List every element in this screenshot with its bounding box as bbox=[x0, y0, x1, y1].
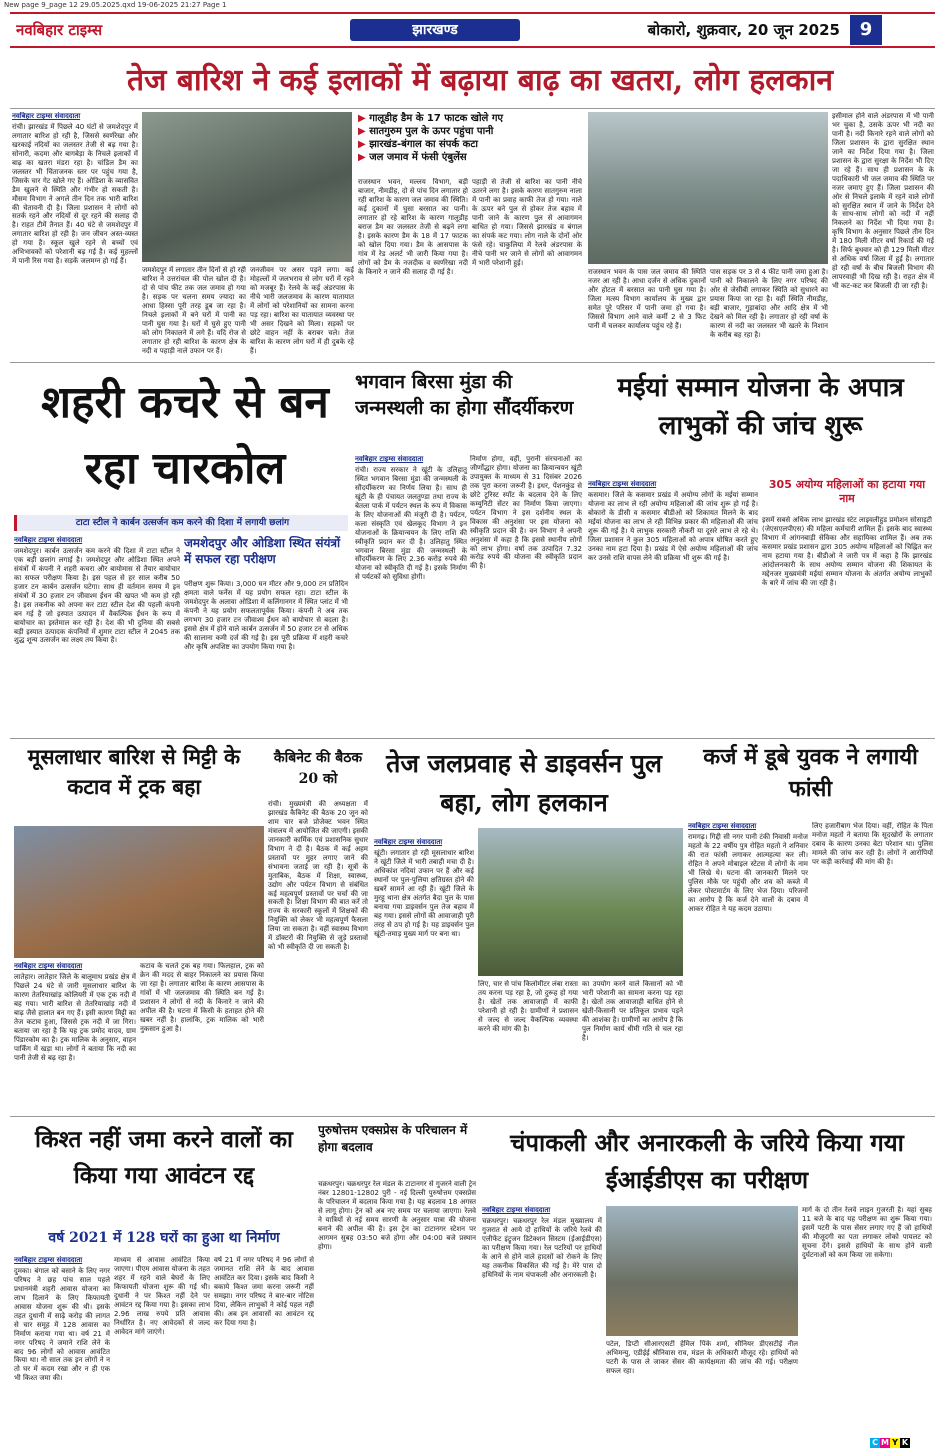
section-label: झारखण्ड bbox=[350, 19, 520, 41]
birsa-column-2 bbox=[470, 455, 582, 735]
elephant-photo bbox=[606, 1206, 798, 1336]
debt-body-2: लिए हजारीबाग भेज दिया। वहीं, रोहित के पिता मनोज महतो ने बताया कि सूदखोरों के लगातार दबाव के कारण उनका बेटा परेशान था। पुलिस मामले की जांच कर रही है। लोगों ने आरोपियों पर कड़ी कार्रवाई की मांग की है। bbox=[812, 822, 933, 866]
diversion-body-1: खूंटी। लगातार हो रही मूसलाधार बारिश ने खूंटी जिले में भारी तबाही मचा दी है। अधिकांश नदियां उफान पर हैं और कई स्थानों पर पुल-पुलिया क्षतिग्रस्त होने की खबरें सामने आ रही हैं। खूंटी जिले के मुरहू थाना क्षेत्र अंतर्गत बैदा पुल के पास बनाया गया डाइवर्सन पुल तेज बहाव में बह गया। इससे लोगों की आवाजाही पूरी तरह से ठप हो गई है। यह डाइवर्सन पुल खूंटी-तमाड़ मुख्य मार्ग पर बना था। bbox=[374, 848, 474, 938]
brand-name: नवबिहार टाइम्स bbox=[16, 21, 103, 39]
debt-column-2 bbox=[812, 822, 933, 1112]
diversion-headline: तेज जलप्रवाह से डाइवर्सन पुल बहा, लोग हलकान bbox=[386, 749, 662, 817]
diversion-column-1 bbox=[374, 838, 474, 1112]
charcoal-deck: टाटा स्टील ने कार्बन उत्सर्जन कम करने की दिशा में लगायी छलांग bbox=[14, 515, 348, 531]
truck-byline: नवबिहार टाइम्स संवाददाता bbox=[14, 962, 83, 970]
lead-column-8 bbox=[832, 112, 934, 358]
truck-column-2 bbox=[140, 962, 264, 1112]
diversion-column-2 bbox=[478, 980, 578, 1112]
bridge-photo bbox=[478, 828, 683, 976]
eids-body-2: पटेल, डिप्टी सीआरएसटी हेमिल पिंके शर्मा, सीनियर डीएसटीई नील अभिमन्यु, एडीईई श्रीनिवास राव, मंडल के अधिकारी मौजूद रहे। हाथियों को पटरी के पास ले जाकर सेंसर की कार्यक्षमता की जांच की गई। परीक्षण सफल रहा। bbox=[606, 1340, 798, 1375]
truck-body-1: लातेहार। लातेहार जिले के बालूमाथ प्रखंड क्षेत्र में पिछले 24 घंटे से जारी मूसलाधार बारिश के कारण तेतरियाखांड़ कोलियरी में एक ट्रक नदी में बह गया। भारी बारिश से तेतरियाखांड़ नदी में बाढ़ जैसे हालात बन गए हैं। इसी कारण मिट्टी का तेज कटाव हुआ, जिससे ट्रक नदी में जा गिरा। बताया जा रहा है कि यह ट्रक प्रमोद यादव, ग्राम पिंडारकोम का है। ट्रक मालिक के अनुसार, वाहन पार्किंग में खड़ा था। लोगों ने बताया कि नदी का पानी तेजी से बढ़ रहा है। bbox=[14, 972, 136, 1062]
lead-byline: नवबिहार टाइम्स संवाददाता bbox=[12, 112, 81, 120]
charcoal-column-2 bbox=[184, 580, 348, 734]
lead-column-3 bbox=[250, 266, 354, 358]
reg-mark-c: C bbox=[870, 1438, 880, 1448]
lead-column-5 bbox=[472, 178, 582, 358]
charcoal-column-1 bbox=[14, 536, 180, 734]
lead-body-8: इसीमाल होने वाले अंडरपास में भी पानी भर चुका है, उसके ऊपर भी नदी का पानी है। नदी किनारे रहने वाले लोगों को जिला प्रशासन के द्वारा सुरक्षित स्थान जाने का निर्देश दिया गया है। जिला प्रशासन के द्वारा सुरक्षा के निर्देश भी दिए जा रहे हैं। साथ ही प्रशासन के के पदाधिकारी भी जल जमाव की स्थिति पर नजर जमाए हुए हैं। जिला प्रशासन की ओर से निचले इलाके में रहने वाले लोगों को सुरक्षित स्थान में जाने के निर्देश देने के साथ-साथ लोगों को नदी में नहीं निकलने का निर्देश भी दिया गया है। कृषि विभाग के अनुसार पिछले तीन दिन में 180 मिली मीटर वर्षा रिकार्ड की गई है। सिर्फ बुधवार को ही 129 मिली मीटर से अधिक वर्षा जिला में हुई है। लगातार हो रही वर्षा के बीच बिजली विभाग की लापरवाही भी दिख रही है। राहत क्षेत्र में भी कट-कट कर बिजली दी जा रही है। bbox=[832, 112, 934, 291]
eids-column-2 bbox=[606, 1340, 798, 1436]
cabinet-headline: कैबिनेट की बैठक 20 को bbox=[273, 750, 363, 787]
eids-headline: चंपाकली और अनारकली के जरिये किया गया ईआईडीएस का परीक्षण bbox=[510, 1128, 904, 1195]
charcoal-body-2: परीक्षण शुरू किया। 3,000 घन मीटर और 9,000 टन प्रतिदिन क्षमता वाले फर्नेस में यह प्रयोग सफल रहा। टाटा स्टील के जमशेदपुर के अलावा ओडिशा में कलिंगानगर में स्थित प्लांट में भी कंपनी ने यह प्रयोग सफलतापूर्वक किया। कंपनी ने अब तक लगभग 30 हजार टन जीवाश्म ईंधन को बायोचार से बदला है। इससे क्षेत्र में होने वाले कार्बन उत्सर्जन में 50 हजार टन से अधिक की सालाना कमी दर्ज की गई है। इस पूरी प्रक्रिया में शहरी कचरे और कृषि अपशिष्ट का उपयोग किया गया है। bbox=[184, 580, 348, 651]
page-number: 9 bbox=[850, 15, 882, 45]
purushottam-headline: पुरुषोत्तम एक्सप्रेस के परिचालन में होगा बदलाव bbox=[318, 1123, 468, 1154]
eids-byline: नवबिहार टाइम्स संवाददाता bbox=[482, 1206, 551, 1214]
truck-photo bbox=[14, 826, 264, 958]
charcoal-subhead: जमशेदपुर और ओडिशा स्थित संयंत्रों में सफल रहा परीक्षण bbox=[184, 536, 341, 566]
housing-body-2: माध्यम से आवास आवंटित किया जाएगा। पीएम आवास योजना के तहत शहर में रहने वाले बेघरों के लिए किफायती योजना शुरू की गई थी। दुधानी ने पर किश्त नहीं देने पर आवंटन रद्द किया गया है। इसका लाभ 2.96 लाख रुपये प्रति आवास निर्धारित है। नए आवेदकों से जल्द आवेदन मांगे जाएंगे। bbox=[114, 1256, 210, 1336]
truck-body-2: कटाव के चलते ट्रक बह गया। फिलहाल, ट्रक को क्रेन की मदद से बाहर निकालने का प्रयास किया जा रहा है। लगातार बारिश के कारण आसपास के गांवों में भी जलजमाव की स्थिति बन गई है। प्रशासन ने लोगों से नदी के किनारे न जाने की अपील की है। घटना में किसी के हताहत होने की खबर नहीं है। हालांकि, ट्रक मालिक को भारी नुकसान हुआ है। bbox=[140, 962, 264, 1033]
lead-column-7 bbox=[710, 268, 828, 358]
cabinet-body-1: रांची। मुख्यमंत्री की अध्यक्षता में झारखंड कैबिनेट की बैठक 20 जून को शाम चार बजे प्रोजेक्ट भवन स्थित मंत्रालय में आयोजित की जाएगी। इसकी जानकारी कार्मिक एवं प्रशासनिक सुधार विभाग ने दी है। बैठक में कई अहम प्रस्तावों पर मुहर लगाए जाने की संभावना जताई जा रही है। सूत्रों के मुताबिक, बैठक में शिक्षा, स्वास्थ्य, उद्योग और पर्यटन विभाग से संबंधित कई महत्वपूर्ण प्रस्तावों पर चर्चा की जा सकती है। शिक्षा विभाग की बात करें तो राज्य के सरकारी स्कूलों में शिक्षकों की नियुक्ति को लेकर भी महत्वपूर्ण फैसला लिया जा सकता है। वहीं स्वास्थ्य विभाग में डॉक्टरों की नियुक्ति से जुड़े प्रस्तावों को भी स्वीकृति दी जा सकती है। bbox=[268, 800, 368, 952]
maiyan-tag: 305 अयोग्य महिलाओं का हटाया गया नाम bbox=[768, 478, 926, 506]
charcoal-byline: नवबिहार टाइम्स संवाददाता bbox=[14, 536, 83, 544]
reg-mark-y: Y bbox=[890, 1438, 900, 1448]
subhead-galudih: गालूडीह डैम के 17 फाटक खोले गए bbox=[369, 113, 503, 124]
lead-body-2: जमशेदपुर में लगातार तीन दिनों से हो रही बारिश ने उत्तरांचल की पोल खोल दी है। दो से पांच फीट तक जल जमाव हो गया है। सड़क पर चलना समय ज्यादा का आधा हिस्सा पूरी तरह डूब जा रहा है। निचले इलाकों में बने घरों में पानी का पानी घुस गया है। घरों में घुसे हुए पानी को लोग निकालने में लगे हैं। यदि रोज से लगातार हो रही बारिश के कारण क्षेत्र के नदी व पहाड़ी नाले उफान पर हैं। bbox=[142, 266, 246, 355]
housing-byline: नवबिहार टाइम्स संवाददाता bbox=[14, 1256, 83, 1264]
dateline: बोकारो, शुक्रवार, 20 जून 2025 bbox=[647, 21, 840, 39]
housing-column-3 bbox=[214, 1256, 314, 1436]
lead-body-7: पास सड़क पर 3 से 4 फीट पानी जमा हुआ है। पानी को निकालने के लिए नगर परिषद की ओर से जेसीबी लगाकर स्थिति को सुधारने का प्रयास किया जा रहा है। वहीं स्थिति नीमडीह, बड़ी बाजार, गुड़ाबांदा और आदि क्षेत्र में भी देखने को मिल रही है। लगातार हो रही वर्षा के कारण से नदी का जलस्तर भी खतरे के निशान के करीब बह रहा है। bbox=[710, 268, 828, 339]
birsa-body-1: रांची। राज्य सरकार ने खूंटी के उलिहातु स्थित भगवान बिरसा मुंडा की जन्मस्थली के सौंदर्यीकरण का निर्णय लिया है। साथ ही खूंटी के ही पंचायत जलतुण्डा तथा राज्य के बेतला पार्क में पर्यटन स्थल के रूप में विकास के लिए योजनाओं की मंजूरी दी है। पर्यटन, कला संस्कृति एवं खेलकूद विभाग ने इन योजनाओं के क्रियान्वयन के लिए राशि की स्वीकृति प्रदान कर दी है। उलिहातु स्थित भगवान बिरसा मुंडा की जन्मस्थली के सौंदर्यीकरण के लिए 2.36 करोड़ रुपये की योजना को स्वीकृति दी गई है। इसके निर्माण से पर्यटकों को सुविधा होगी। bbox=[355, 465, 467, 582]
housing-subhead: वर्ष 2021 में 128 घरों का हुआ था निर्माण bbox=[48, 1230, 280, 1246]
debt-column-1 bbox=[688, 822, 808, 1112]
diversion-column-3 bbox=[582, 980, 683, 1112]
diversion-byline: नवबिहार टाइम्स संवाददाता bbox=[374, 838, 443, 846]
lead-body-5: पहाड़ी से तेजी से बारिश का पानी नीचे उतरने लगा है। इसके कारण सातगुरुम नाला में पानी का प्रवाह काफी तेज हो गया। नाले के ऊपर बने पुल से होकर तेज बहाव में पानी जाने के कारण पुल से आवागमन बाधित हो गया। जिससे झारखंड व बंगाल का संपर्क कट गया। लोग नाले के दोनों ओर फंसे रहे। चाकुलिया में रेलवे अंडरपास के नीचे पानी भर जाने से लोगों को आवागमन में भारी परेशानी हुई। bbox=[472, 178, 582, 267]
subhead-satgurum: सातगुरुम पुल के ऊपर पहुंचा पानी bbox=[369, 126, 494, 137]
lead-subheads: ▶ गालूडीह डैम के 17 फाटक खोले गए ▶ सातगुरुम पुल के ऊपर पहुंचा पानी ▶ झारखंड-बंगाल का संपर्क कटा ▶ जल जमाव में फंसी एंबुलेंस bbox=[358, 113, 503, 163]
lead-body-1: रांची। झारखंड में पिछले 40 घंटों से जमशेदपुर में लगातार बारिश हो रही है, जिससे स्वर्णरेखा और खरकाई नदियों का जलस्तर तेजी से बढ़ गया है। सोनारी, कदमा और बागबेड़ा के निचले इलाकों में बाढ़ का खतरा मंडरा रहा है। चांडिल डैम का जलस्तर भी चिंताजनक स्तर पर पहुंच गया है, जिसके चार गेट खोले गए हैं। ओडिशा के व्यासवित डैम खुलने से स्थिति और गंभीर हो सकती है। मौसम विभाग ने अगले तीन दिन तक भारी बारिश की चेतावनी दी है। जिला प्रशासन ने लोगों को सतर्क रहने और नदियों से दूर रहने की सलाह दी है। राहत टीमें तैनात हैं। 40 घंटे से जमशेदपुर में लगातार बारिश हो रही है। जन जीवन अस्त-व्यस्त हो गया है। स्कूल खुले रहने से बच्चों एवं अभिभावकों को परेशानी बढ़ गई है। कई मुहल्लों में पानी रिस गया है। सड़कें जलमग्न हो गई हैं। bbox=[12, 122, 138, 266]
diversion-body-3: का उपयोग करने वाले किसानों को भी भारी परेशानी का सामना करना पड़ रहा है। खेतों तक आवाजाही बाधित होने से खेती-किसानी पर प्रतिकूल प्रभाव पड़ने की आशंका है। ग्रामीणों का आरोप है कि पुल निर्माण कार्य धीमी गति से चल रहा है। bbox=[582, 980, 683, 1042]
eids-column-3 bbox=[802, 1206, 932, 1436]
subhead-jharkhand-bengal: झारखंड-बंगाल का संपर्क कटा bbox=[369, 139, 478, 150]
housing-column-2 bbox=[114, 1256, 210, 1436]
debt-byline: नवबिहार टाइम्स संवाददाता bbox=[688, 822, 757, 830]
truck-column-1 bbox=[14, 962, 136, 1112]
lead-column-2 bbox=[142, 266, 246, 358]
debt-body-1: रामगढ़। गिद्दी सी नगर पानी टंकी निवासी मनोज महतो के 22 वर्षीय पुत्र रोहित महतो ने शनिवार की रात फांसी लगाकर आत्महत्या कर ली। रोहित ने अपने मोबाइल स्टेटस में लोगों के नाम भी लिखे थे। घटना की जानकारी मिलने पर पुलिस मौके पर पहुंची और शव को कब्जे में लेकर पोस्टमार्टम के लिए भेज दिया। परिजनों का आरोप है कि कर्ज देने वालों के दबाव में आकर रोहित ने यह कदम उठाया। bbox=[688, 832, 808, 913]
housing-column-1 bbox=[14, 1256, 110, 1436]
birsa-byline: नवबिहार टाइम्स संवाददाता bbox=[355, 455, 424, 463]
reg-mark-m: M bbox=[881, 1438, 889, 1447]
lead-body-4: राजस्थान भवन, मल्लय विभाग, बड़ी बाजार, नीमडीह, दो से पांच दिन लगातार हो रही बारिश के कारण जल जमाव की स्थिति। कई दुकानों में घुसा बरसात का पानी। लगातार हो रहे बारिश के कारण गालूडीह बराज डैम का जलस्तर तेजी से बढ़ने लगा है। इसके कारण डैम के 18 में 17 फाटक को खोल दिया गया। डैम के आसपास के गांव में रेड अलर्ट भी जारी किया गया है। लोगों को डैम के नजदीक व स्वर्णरेखा नदी के किनारे न जाने की सलाह दी गई है। bbox=[358, 178, 468, 276]
maiyan-body-2: इसमें सबसे अधिक लाभ झारखंड स्टेट लाइवलीहुड प्रमोशन सोसाइटी (जेएसएलपीएस) की महिला कर्मचारी शामिल हैं। इसके बाद स्वास्थ्य विभाग में आंगनबाड़ी सेविका और सहायिका शामिल हैं। अब तक कसमार प्रखंड प्रशासन द्वारा 305 अयोग्य महिलाओं को चिह्नित कर नाम हटाया गया है। बीडीओ ने जारी पत्र में कहा है कि झारखंड आंदोलनकारी के साथ अयोग्य सम्मान योजना की शिकायत के मद्देनजर मुख्यमंत्री मईयां सम्मान योजना के अंतर्गत अयोग्य लाभुकों के बारे में जांच की जा रही है। bbox=[762, 516, 932, 587]
lead-body-6: राजस्थान भवन के पास जल जमाव की स्थिति नजर आ रही है। आधा दर्जन से अधिक दुकानों और होटल में बरसात का पानी घुस गया है। जिला मत्स्य विभाग कार्यालय के मुख्य द्वार समेत पूरे परिसर में पानी जमा हो गया है। जिससे विभाग आने वाले कर्मी 2 से 3 फिट पानी में चलकर कार्यालय पहुंच रहे हैं। bbox=[588, 268, 706, 330]
housing-headline: किश्त नहीं जमा करने वालों का किया गया आवंटन रद्द bbox=[34, 1126, 293, 1189]
eids-column-1 bbox=[482, 1206, 602, 1436]
flood-photo bbox=[142, 112, 352, 262]
birsa-body-2: निर्माण होगा, वहीं, पुरानी संरचनाओं का जीर्णोद्धार होगा। योजना का क्रियान्वयन खूंटी उपायुक्त के माध्यम से 31 दिसंबर 2026 तक पूरा करना जरूरी है। इधर, पेंशनकुंड से छोटे टूरिस्ट स्पॉट के बदलाव देने के लिए कम्युनिटी सेंटर का निर्माण किया जाएगा। पर्यटन विभाग ने इस दर्शनीय स्थल के विकास की अनुशंसा पर इस योजना को स्वीकृति प्रदान की है। वन विभाग ने अपनी अनुशंसा में कहा है कि इससे स्थानीय लोगों को लाभ होगा। वर्षा तक उत्पादित 7.32 करोड़ रुपये की योजना की स्वीकृति प्रदान की है। bbox=[470, 455, 582, 571]
birsa-column-1 bbox=[355, 455, 467, 735]
eids-body-3: मार्ग के दो तीन रेलवे लाइन गुजरती है। यहां सुबह 11 बजे के बाद यह परीक्षण का शुरू किया गया। इसमें पटरी के पास सेंसर लगाए गए हैं जो हाथियों की मौजूदगी का पता लगाकर लोको पायलट को सूचना देंगे। इससे हाथियों के साथ होने वाली दुर्घटनाओं को कम किया जा सकेगा। bbox=[802, 1206, 932, 1259]
lead-column-1 bbox=[12, 112, 138, 357]
maiyan-headline: मईयां सम्मान योजना के अपात्र लाभुकों की जांच शुरू bbox=[617, 373, 904, 441]
birsa-headline: भगवान बिरसा मुंडा की जन्मस्थली का होगा सौंदर्यीकरण bbox=[355, 371, 574, 419]
purushottam-body-1: चक्रधरपुर। चक्रधरपुर रेल मंडल के टाटानगर से गुजरने वाली ट्रेन नंबर 12801-12802 पुरी - नई दिल्ली पुरुषोत्तम एक्सप्रेस के परिचालन में बदलाव किया गया है। यह बदलाव 18 अगस्त से लागू होगा। ट्रेन को अब नए समय पर चलाया जाएगा। रेलवे ने यात्रियों से नई समय सारणी के अनुसार यात्रा की योजना बनाने की अपील की है। इस ट्रेन का टाटानगर स्टेशन पर आगमन सुबह 03:50 बजे होगा और 04:00 बजे प्रस्थान होगा। bbox=[318, 1180, 476, 1251]
diversion-body-2: लिए, चार से पांच किलोमीटर लंबा रास्ता तय करना पड़ रहा है, जो दुरूह हो गया है। खेतों तक आवाजाही में काफी परेशानी हो रही है। ग्रामीणों ने प्रशासन से जल्द से जल्द वैकल्पिक व्यवस्था करने की मांग की है। bbox=[478, 980, 578, 1033]
maiyan-column-1 bbox=[588, 480, 758, 735]
housing-body-1: दुमका। बंगाल को बसाने के लिए नगर परिषद ने छह पांच साल पहले प्रधानमंत्री शहरी आवास योजना का लाभ दिलाने के लिए किफायती आवास योजना शुरू की थी। इसके तहत दुधानी में साढ़े करोड़ की लागत से चार समूह में 128 आवास का निर्माण कराया गया था। वर्ष 21 में नगर परिषद ने जमाने राशि लेने के बाद 96 लोगों को आवास आवंटित किया था। नौ साल तक इन लोगों ने न तो घर में कदम रखा और न ही एक भी किश्त जमा की। bbox=[14, 1266, 110, 1383]
maiyan-body-1: कसमार। जिले के कसमार प्रखंड में अयोग्य लोगों के मईयां सम्मान योजना का लाभ ले रही अयोग्य महिलाओं की जांच शुरू हो गई है। बोकारो के डीसी व कसमार बीडीओ को शिकायत मिलने के बाद मईयां योजना का लाभ ले रही विभिन्न प्रकार की महिलाओं की जांच शुरू की गई है। ये लाभुक सरकारी नौकरी या दूसरे लाभ ले रहे थे। जिला प्रशासन ने कुल 305 महिलाओं को अपात्र घोषित करते हुए उनका नाम हटा दिया है। प्रखंड में ऐसे अयोग्य महिलाओं की जांच कर उनसे राशि वापस लेने की प्रक्रिया भी शुरू की गई है। bbox=[588, 490, 758, 562]
waterlogged-road-photo bbox=[588, 112, 828, 264]
lead-body-3: जनजीवन पर असर पड़ने लगा। कई मोहल्लों में जलभराव से लोग घरों में रहने को मजबूर हैं। रेलवे के कई अंडरपास के नीचे भारी जलजमाव के कारण यातायात में लोगों को परेशानियों का सामना करना पड़ रहा। बारिश का यातायात व्यवस्था पर भी असर दिखने को मिला। सड़कों पर छोटे वाहन नहीं के बराबर चले। तेज बारिश के कारण लोग घरों में ही दुबके रहे हैं। bbox=[250, 266, 354, 355]
lead-column-4 bbox=[358, 178, 468, 358]
subhead-ambulance: जल जमाव में फंसी एंबुलेंस bbox=[369, 152, 467, 163]
lead-headline: तेज बारिश ने कई इलाकों में बढ़ाया बाढ़ का खतरा, लोग हलकान bbox=[126, 63, 833, 98]
charcoal-body-1: जमशेदपुर। कार्बन उत्सर्जन कम करने की दिशा में टाटा स्टील ने एक बड़ी छलांग लगाई है। जमशेदपुर और ओडिशा स्थित अपने संयंत्रों में कंपनी ने शहरी कचरा और बायोमास से तैयार बायोचार का सफल परीक्षण किया है। इस पहल से हर साल करीब 50 हजार टन कार्बन उत्सर्जन घटेगा। साथ ही वर्तमान समय में इन संयंत्रों में 30 हजार टन जीवाश्म ईंधन की खपत भी कम हो रही है। इस तकनीक को अपना कर टाटा स्टील देश की पहली कंपनी बन गई है जो इस्पात उत्पादन में वैकल्पिक ईंधन के रूप में बायोचार का इस्तेमाल कर रही है। देश की भी दुनिया की सबसे बड़ी इस्पात उत्पादक कंपनियों में शुमार टाटा स्टील ने 2045 तक शुद्ध शून्य उत्सर्जन का लक्ष्य तय किया है। bbox=[14, 546, 180, 645]
truck-headline: मूसलाधार बारिश से मिट्टी के कटाव में ट्रक बहा bbox=[27, 744, 241, 800]
charcoal-headline: शहरी कचरे से बन रहा चारकोल bbox=[41, 377, 329, 494]
housing-body-3: वर्ष 21 में नगर परिषद ने 96 लोगों से जमानत राशि लेने के बाद आवास आवंटित कर दिया। इसके बाद किसी ने बकाये किश्त जमा करना जरूरी नहीं समझा। नगर परिषद ने बार-बार नोटिस दिया, लेकिन लाभुकों ने कोई पहल नहीं की। अब इन आवासों का आवंटन रद्द कर दिया गया है। bbox=[214, 1256, 314, 1327]
maiyan-byline: नवबिहार टाइम्स संवाददाता bbox=[588, 480, 657, 488]
eids-body-1: चक्रधरपुर। चक्रधरपुर रेल मंडल मुख्यालय में गुजरात से आये दो हाथियों के जरिये रेलवे की एलीफेंट इंट्रूजन डिटेक्शन सिस्टम (ईआईडीएस) का परीक्षण किया गया। रेल पटरियों पर हाथियों के आने से होने वाले हादसों को रोकने के लिए यह तकनीक विकसित की गई है। मेरे पास दो हथिनियों के नाम चंपाकली और अनारकली है। bbox=[482, 1216, 602, 1279]
maiyan-column-2 bbox=[762, 516, 932, 734]
lead-column-6 bbox=[588, 268, 706, 358]
cabinet-column bbox=[268, 800, 368, 1112]
purushottam-column bbox=[318, 1180, 476, 1436]
debt-headline: कर्ज में डूबे युवक ने लगायी फांसी bbox=[703, 744, 918, 802]
file-slug: New page 9_page 12 29.05.2025.qxd 19-06-2025 21:27 Page 1 bbox=[4, 1, 227, 9]
reg-mark-k: K bbox=[901, 1438, 909, 1447]
